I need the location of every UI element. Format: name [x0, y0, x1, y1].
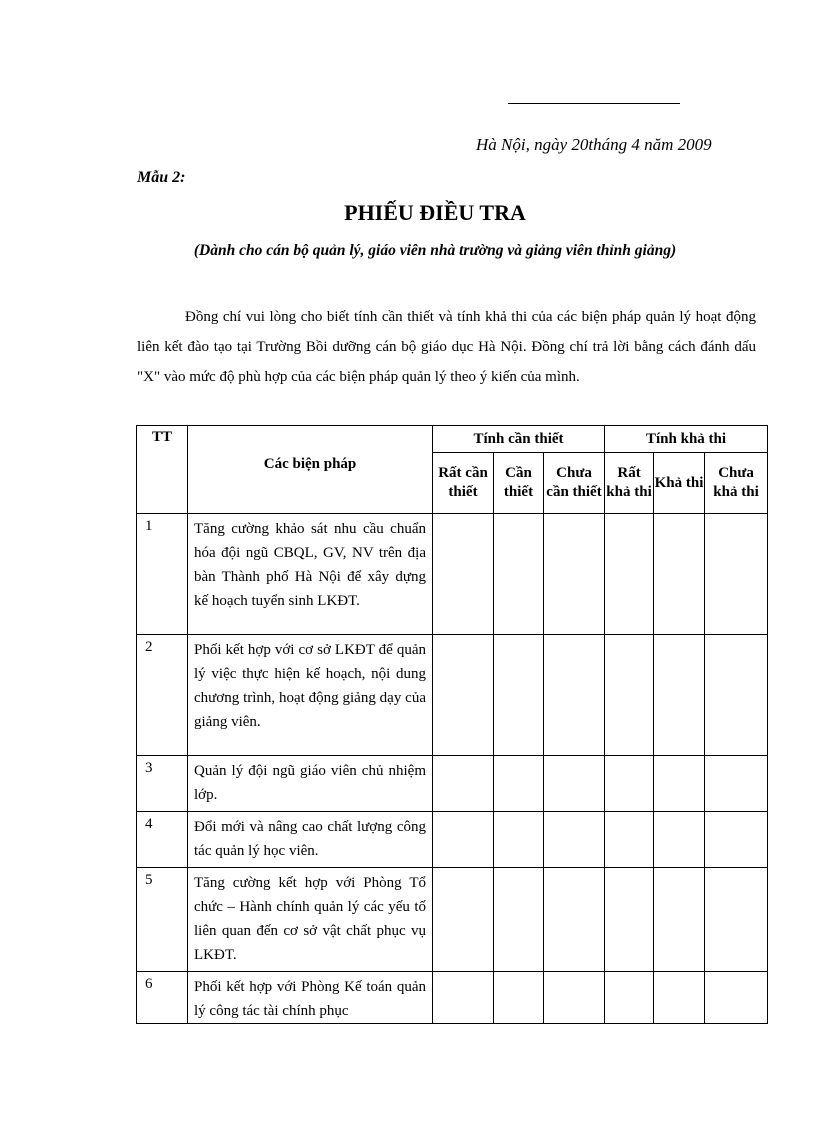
answer-cell[interactable]	[433, 756, 494, 812]
row-number: 4	[137, 812, 188, 868]
table-row	[137, 812, 768, 868]
answer-cell[interactable]	[433, 514, 494, 635]
table-row	[137, 756, 768, 812]
answer-cell[interactable]	[433, 972, 494, 1024]
answer-cell[interactable]	[433, 868, 494, 972]
header-tt: TT	[137, 426, 188, 514]
header-not-feasible: Chưa khả thi	[705, 453, 768, 514]
answer-cell[interactable]	[605, 635, 654, 756]
row-number: 6	[137, 972, 188, 1024]
measure-text	[188, 972, 433, 1024]
answer-cell[interactable]	[544, 635, 605, 756]
answer-cell[interactable]	[605, 868, 654, 972]
answer-cell[interactable]	[544, 756, 605, 812]
answer-cell[interactable]	[605, 972, 654, 1024]
table-row	[137, 868, 768, 972]
answer-cell[interactable]	[705, 972, 768, 1024]
answer-cell[interactable]	[705, 812, 768, 868]
answer-cell[interactable]	[494, 868, 544, 972]
answer-cell[interactable]	[494, 812, 544, 868]
answer-cell[interactable]	[544, 514, 605, 635]
intro-paragraph: Đồng chí vui lòng cho biết tính cần thiết và tính khả thi của các biện pháp quản lý hoạt động liên kết đào tạo tại Trường Bồi dưỡng cán bộ giáo dục Hà Nội. Đồng chí trả lời bằng cách đánh dấu "X" vào mức độ phù hợp của các biện pháp quản lý theo ý kiến của mình.	[137, 309, 756, 385]
answer-cell[interactable]	[705, 868, 768, 972]
form-code: Mẫu 2:	[137, 169, 186, 186]
answer-cell[interactable]	[654, 635, 705, 756]
header-feasible: Khả thi	[654, 453, 705, 514]
row-number: 2	[137, 635, 188, 756]
answer-cell[interactable]	[654, 514, 705, 635]
survey-table	[136, 425, 768, 1024]
answer-cell[interactable]	[654, 756, 705, 812]
header-very-necessary: Rất cần thiết	[433, 453, 494, 514]
answer-cell[interactable]	[544, 812, 605, 868]
table-row	[137, 972, 768, 1024]
header-feasibility: Tính khả thi	[605, 426, 768, 453]
answer-cell[interactable]	[544, 972, 605, 1024]
measure-text-clipped: Phối kết hợp với Phòng Kế toán quản lý công tác tài chính phục	[194, 979, 426, 1019]
answer-cell[interactable]	[433, 812, 494, 868]
answer-cell[interactable]	[705, 756, 768, 812]
header-measures: Các biện pháp	[188, 426, 433, 514]
answer-cell[interactable]	[605, 514, 654, 635]
answer-cell[interactable]	[654, 812, 705, 868]
answer-cell[interactable]	[494, 972, 544, 1024]
row-number: 1	[137, 514, 188, 635]
document-subtitle: (Dành cho cán bộ quản lý, giáo viên nhà trường và giảng viên thỉnh giảng)	[193, 242, 677, 259]
answer-cell[interactable]	[494, 635, 544, 756]
header-very-feasible: Rất khả thi	[605, 453, 654, 514]
answer-cell[interactable]	[654, 972, 705, 1024]
header-necessary: Cần thiết	[494, 453, 544, 514]
measure-text: Quản lý đội ngũ giáo viên chủ nhiệm lớp.	[188, 756, 433, 812]
measure-text: Đổi mới và nâng cao chất lượng công tác quản lý học viên.	[188, 812, 433, 868]
answer-cell[interactable]	[705, 514, 768, 635]
answer-cell[interactable]	[605, 756, 654, 812]
row-number: 5	[137, 868, 188, 972]
answer-cell[interactable]	[494, 514, 544, 635]
measure-text: Tăng cường khảo sát nhu cầu chuẩn hóa đội ngũ CBQL, GV, NV trên địa bàn Thành phố Hà Nội để xây dựng kế hoạch tuyển sinh LKĐT.	[188, 514, 433, 635]
table-row	[137, 635, 768, 756]
answer-cell[interactable]	[705, 635, 768, 756]
answer-cell[interactable]	[494, 756, 544, 812]
measure-text: Tăng cường kết hợp với Phòng Tổ chức – Hành chính quản lý các yếu tố liên quan đến cơ sở vật chất phục vụ LKĐT.	[188, 868, 433, 972]
date-line: Hà Nội, ngày 20tháng 4 năm 2009	[476, 135, 712, 154]
answer-cell[interactable]	[654, 868, 705, 972]
answer-cell[interactable]	[605, 812, 654, 868]
answer-cell[interactable]	[544, 868, 605, 972]
header-necessity: Tính cần thiết	[433, 426, 605, 453]
measure-text: Phối kết hợp với cơ sở LKĐT để quản lý việc thực hiện kế hoạch, nội dung chương trình, hoạt động giảng dạy của giảng viên.	[188, 635, 433, 756]
top-rule	[508, 103, 680, 104]
table-row	[137, 514, 768, 635]
row-number: 3	[137, 756, 188, 812]
header-not-necessary: Chưa cần thiết	[544, 453, 605, 514]
document-title: PHIẾU ĐIỀU TRA	[344, 200, 526, 225]
answer-cell[interactable]	[433, 635, 494, 756]
